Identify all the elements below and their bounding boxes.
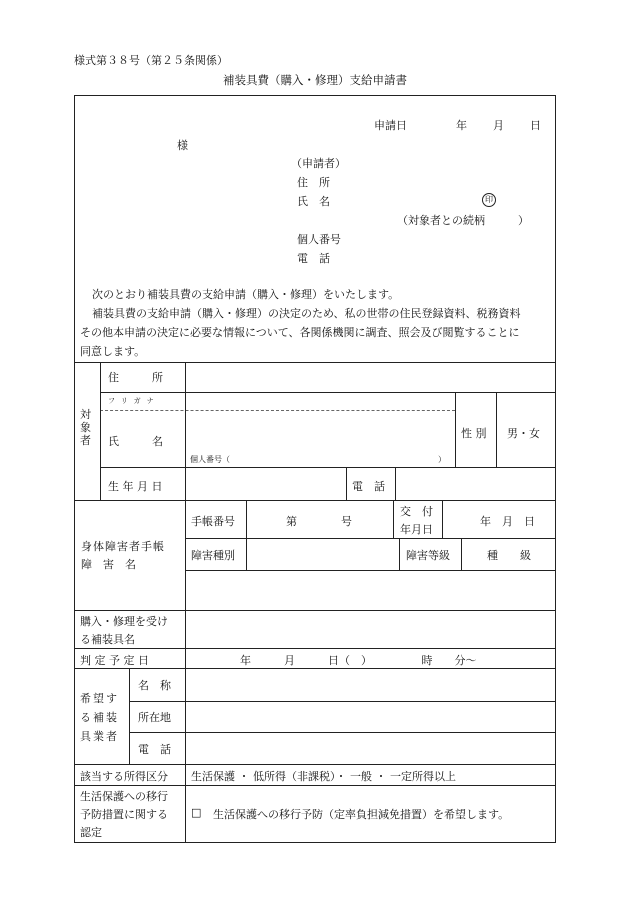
subject-personal-number[interactable]: 個人番号（ ） [190, 455, 446, 464]
body-line-4: 同意します。 [80, 345, 146, 358]
welfare-label-2: 予防措置に関する [80, 808, 168, 821]
welfare-option-text: 生活保護への移行予防（定率負担減免措置）を希望します。 [213, 808, 510, 821]
gender-label: 性 別 [461, 427, 487, 440]
apply-date-day[interactable]: 日 [530, 119, 541, 132]
relation-label: （対象者との続柄 ） [397, 214, 529, 227]
issue-date-label-2: 年月日 [400, 523, 433, 536]
vendor-label-1: 希望す [80, 692, 119, 705]
subject-name-label: 氏 名 [108, 435, 163, 448]
gender-value[interactable]: 男・女 [507, 427, 540, 440]
applicant-personal-number-label: 個人番号 [297, 233, 341, 246]
applicant-label: （申請者） [291, 157, 346, 170]
furigana-label: フリガナ [108, 397, 160, 405]
applicant-phone-label: 電 話 [297, 252, 330, 265]
vendor-label-3: 具業者 [80, 730, 119, 743]
handbook-number-value[interactable]: 第 号 [286, 515, 352, 528]
device-label-2: る補装具名 [80, 633, 135, 646]
apply-date-label: 申請日 [374, 119, 407, 132]
body-line-1: 次のとおり補装具費の支給申請（購入・修理）をいたします。 [92, 288, 400, 301]
handbook-label-2: 障 害 名 [81, 558, 136, 571]
vendor-label-2: る補装 [80, 711, 119, 724]
apply-date-month[interactable]: 月 [493, 119, 504, 132]
vendor-name-label: 名 称 [138, 679, 171, 692]
addressee-suffix: 様 [177, 139, 188, 152]
body-line-3: その他本申請の決定に必要な情報について、各関係機関に調査、照会及び閲覧することに [80, 326, 520, 339]
form-number: 様式第３８号（第２５条関係） [74, 54, 228, 67]
subject-phone-label: 電 話 [352, 480, 385, 493]
birth-date-label: 生 年 月 日 [108, 480, 163, 493]
judgment-date-label: 判 定 予 定 日 [80, 654, 149, 667]
welfare-checkbox[interactable]: □ [191, 806, 202, 819]
seal-icon [482, 192, 496, 207]
body-line-2: 補装具費の支給申請（購入・修理）の決定のため、私の世帯の住民登録資料、税務資料 [92, 307, 521, 320]
welfare-label-3: 認定 [80, 826, 102, 839]
disability-type-label: 障害種別 [191, 549, 235, 562]
handbook-label-1: 身体障害者手帳 [81, 540, 165, 553]
welfare-label-1: 生活保護への移行 [80, 790, 168, 803]
seal-mark: 印 [482, 193, 496, 207]
issue-date-value[interactable]: 年 月 日 [480, 515, 535, 528]
apply-date-year[interactable]: 年 [456, 119, 467, 132]
issue-date-label-1: 交 付 [400, 505, 433, 518]
vendor-phone-label: 電 話 [138, 743, 171, 756]
vendor-location-label: 所在地 [138, 711, 171, 724]
subject-address-label: 住 所 [108, 371, 163, 384]
income-category-label: 該当する所得区分 [80, 770, 168, 783]
subject-vertical-label: 対象者 [80, 408, 91, 447]
handbook-number-label: 手帳番号 [191, 515, 235, 528]
applicant-address-label: 住 所 [297, 176, 330, 189]
judgment-date-value[interactable]: 年 月 日（ ） 時 分～ [240, 654, 477, 667]
applicant-name-label: 氏 名 [297, 195, 330, 208]
form-title: 補装具費（購入・修理）支給申請書 [223, 73, 407, 87]
device-label-1: 購入・修理を受け [80, 615, 168, 628]
disability-grade-value[interactable]: 種 級 [487, 549, 531, 562]
income-category-options[interactable]: 生活保護 ・ 低所得（非課税）・ 一般 ・ 一定所得以上 [191, 770, 456, 783]
disability-grade-label: 障害等級 [406, 549, 450, 562]
